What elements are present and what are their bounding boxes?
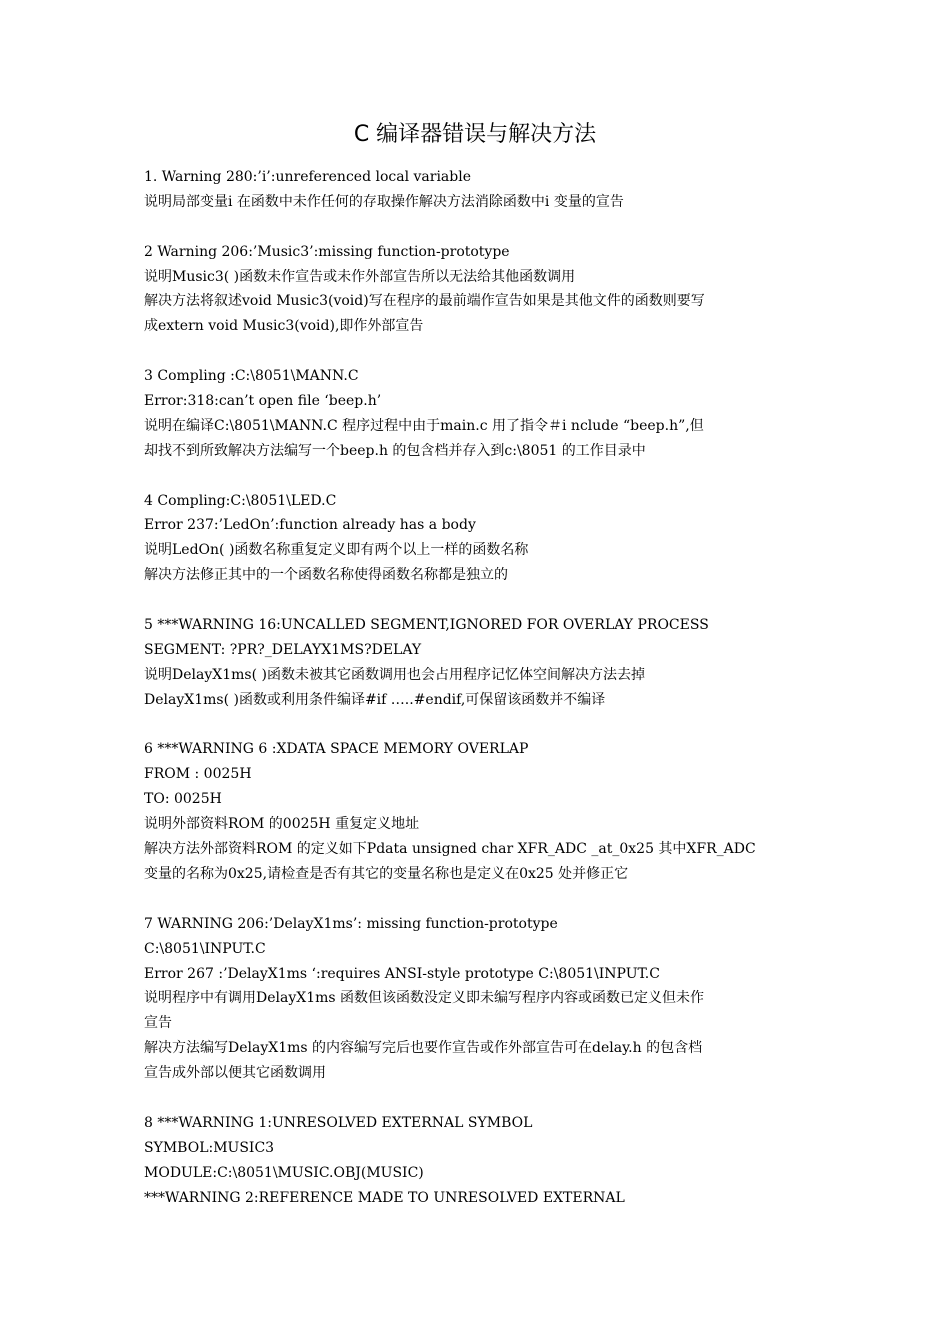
text-line: 5 ***WARNING 16:UNCALLED SEGMENT,IGNORED FOR OVERLAY PROCESS [144,617,709,634]
text-line: MODULE:C:\8051\MUSIC.OBJ(MUSIC) [144,1164,424,1181]
text-line: 2 Warning 206:’Music3’:missing function-prototype [144,243,510,260]
paragraph-spacer [144,464,824,489]
text-line: 8 ***WARNING 1:UNRESOLVED EXTERNAL SYMBOL [144,1114,533,1131]
text-line: 说明局部变量i 在函数中未作任何的存取操作解决方法消除函数中i 变量的宣告 [144,193,624,210]
text-line: 说明Music3( )函数未作宣告或未作外部宣告所以无法给其他函数调用 [144,268,576,285]
paragraph-spacer [144,339,824,364]
text-line: TO: 0025H [144,791,222,808]
text-line: 6 ***WARNING 6 :XDATA SPACE MEMORY OVERLAP [144,741,529,758]
text-line: 宣告成外部以便其它函数调用 [144,1065,326,1082]
document-title: C 编译器错误与解决方法 [353,122,597,147]
text-line: DelayX1ms( )函数或利用条件编译#if …..#endif,可保留该函数并不编译 [144,691,606,708]
text-line: 却找不到所致解决方法编写一个beep.h 的包含档并存入到c:\8051 的工作目录中 [144,442,646,459]
text-line: 说明LedOn( )函数名称重复定义即有两个以上一样的函数名称 [144,542,529,559]
text-line: 4 Compling:C:\8051\LED.C [144,492,337,509]
text-line: FROM : 0025H [144,766,252,783]
text-line: Error 237:’LedOn’:function already has a body [144,517,476,534]
text-line: 宣告 [144,1015,172,1032]
text-line: 说明外部资料ROM 的0025H 重复定义地址 [144,816,420,833]
paragraph-spacer [144,588,824,613]
text-line: 解决方法编写DelayX1ms 的内容编写完后也要作宣告或作外部宣告可在delay.h 的包含档 [144,1040,703,1057]
text-line: SEGMENT: ?PR?_DELAYX1MS?DELAY [144,641,422,658]
text-line: 说明DelayX1ms( )函数未被其它函数调用也会占用程序记忆体空间解决方法去掉 [144,666,645,683]
text-line: 成extern void Music3(void),即作外部宣告 [144,318,424,335]
error-section [144,1111,824,1211]
text-line: Error:318:can’t open file ‘beep.h’ [144,393,382,410]
error-section [144,240,824,340]
error-section [144,912,824,1086]
error-section [144,613,824,713]
text-line: 解决方法外部资料ROM 的定义如下Pdata unsigned char XFR_ADC _at_0x25 其中XFR_ADC [144,841,756,858]
error-section [144,165,824,215]
text-line: ***WARNING 2:REFERENCE MADE TO UNRESOLVED EXTERNAL [144,1189,625,1206]
text-line: 说明在编译C:\8051\MANN.C 程序过程中由于main.c 用了指令＃i nclude “beep.h”,但 [144,417,704,434]
text-line: 解决方法修正其中的一个函数名称使得函数名称都是独立的 [144,567,508,584]
error-section [144,489,824,589]
text-line: 3 Compling :C:\8051\MANN.C [144,368,359,385]
paragraph-spacer [144,713,824,738]
text-line: Error 267 :’DelayX1ms ‘:requires ANSI-style prototype C:\8051\INPUT.C [144,965,660,982]
paragraph-spacer [144,1086,824,1111]
paragraph-spacer [144,887,824,912]
text-line: 7 WARNING 206:’DelayX1ms’: missing function-prototype [144,915,558,932]
text-line: 解决方法将叙述void Music3(void)写在程序的最前端作宣告如果是其他文件的函数则要写 [144,293,705,310]
text-line: 变量的名称为0x25,请检查是否有其它的变量名称也是定义在0x25 处并修正它 [144,865,629,882]
text-line: C:\8051\INPUT.C [144,940,266,957]
paragraph-spacer [144,215,824,240]
text-line: 1. Warning 280:’i’:unreferenced local variable [144,169,472,185]
document-body [144,165,824,1210]
text-line: 说明程序中有调用DelayX1ms 函数但该函数没定义即未编写程序内容或函数已定义但未作 [144,990,705,1007]
text-line: SYMBOL:MUSIC3 [144,1139,275,1156]
error-section [144,364,824,464]
error-section [144,737,824,886]
